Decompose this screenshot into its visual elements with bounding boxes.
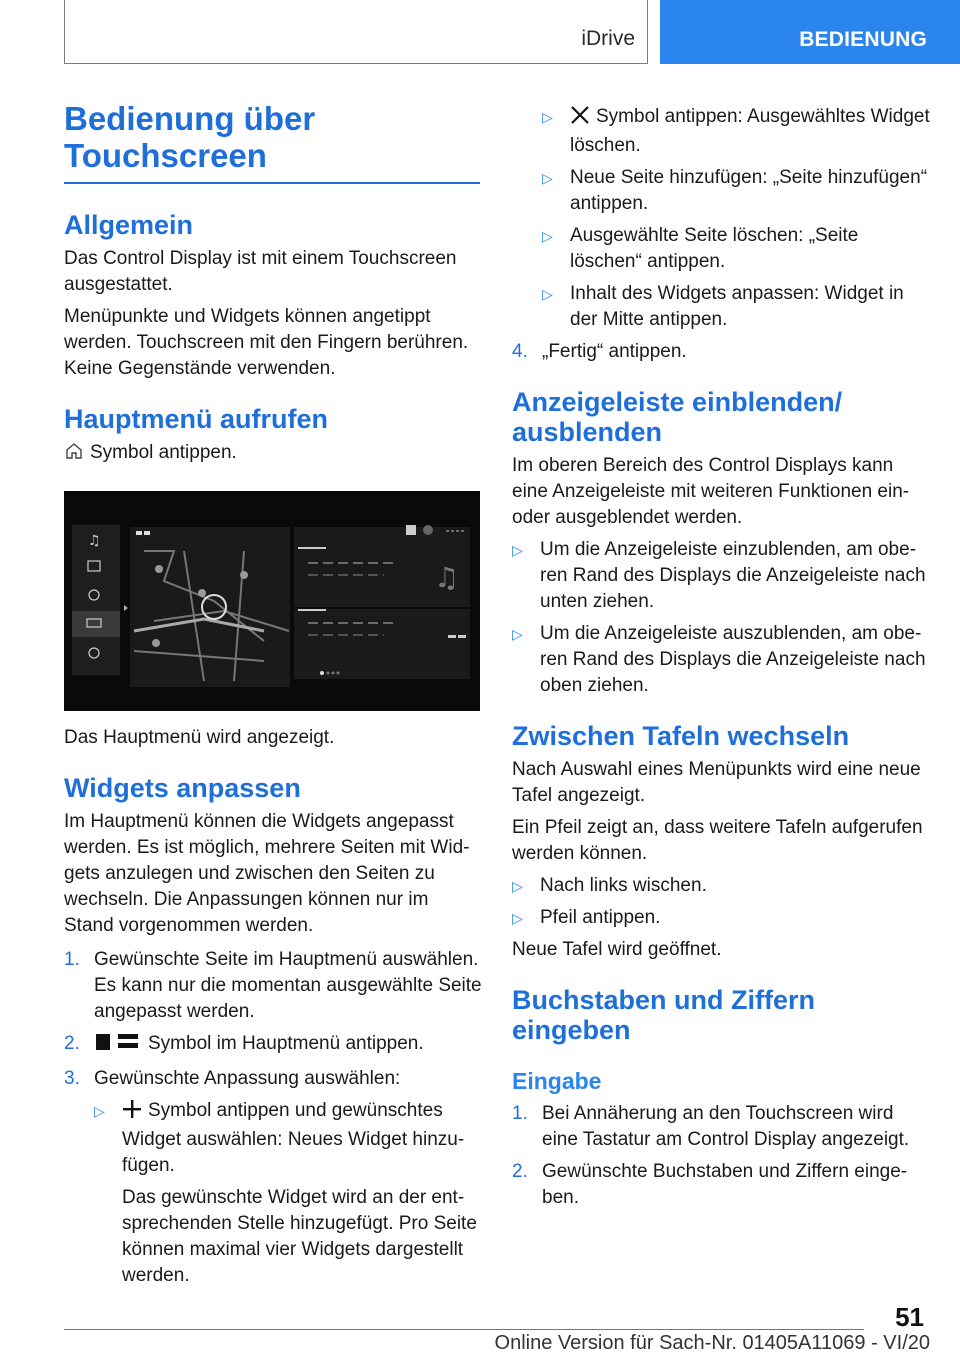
widget-edit-icon (94, 1032, 142, 1060)
triangle-bullet-icon: ▷ (94, 1103, 105, 1119)
step-2: 2. Gewünschte Buchstaben und Ziffern eingeben. (512, 1161, 908, 1208)
subheading-eingabe: Eingabe (512, 1068, 602, 1094)
heading-allgemein: Allgemein (64, 210, 194, 240)
home-icon (64, 441, 84, 469)
paragraph: Das Control Display ist mit einem Touchscreen ausgestattet. (64, 248, 457, 295)
header-chapter-tab (660, 0, 960, 64)
bullet-new-page: ▷ Neue Seite hinzufügen: „Seite hinzufügen“ antippen. (512, 165, 930, 217)
bullet-widget-content: ▷ Inhalt des Widgets anpassen: Widget in der Mitte antippen. (512, 281, 930, 333)
step-3: 3. Gewünschte Anpassung auswählen: (64, 1068, 401, 1089)
page-title: Bedienung über Touchscreen (64, 100, 316, 174)
triangle-bullet-icon: ▷ (512, 626, 523, 642)
right-column (512, 104, 930, 1211)
bullet-delete-page: ▷ Ausgewählte Seite löschen: „Seite löschen“ antippen. (512, 223, 930, 275)
triangle-bullet-icon: ▷ (542, 109, 553, 125)
step-1: 1. Gewünschte Seite im Hauptmenü auswählen. Es kann nur die momentan ausgewählte Seite angepasst werden. (64, 949, 482, 1022)
left-column (64, 100, 482, 1289)
paragraph: Nach Auswahl eines Menüpunkts wird eine neue Tafel angezeigt. (512, 759, 921, 806)
header-section-tab (64, 0, 648, 64)
triangle-bullet-icon: ▷ (542, 228, 553, 244)
heading-tafeln: Zwischen Tafeln wechseln (512, 721, 850, 751)
heading-widgets: Widgets anpassen (64, 773, 301, 803)
paragraph: Im oberen Bereich des Control Displays kann eine Anzeigeleiste mit weiteren Funktionen einoder ausgeblendet werden. (512, 455, 910, 528)
bullet-swipe: ▷ Nach links wischen. (512, 873, 930, 899)
page-number: 51 (895, 1302, 924, 1332)
bullet-add-widget: ▷ Symbol antippen und gewünschtes Widget auswählen: Neues Widget hinzufügen. (64, 1098, 482, 1179)
bullet-show-bar: ▷ Um die Anzeigeleiste einzublenden, am oberen Rand des Displays die Anzeigeleiste nach unten ziehen. (512, 537, 930, 615)
header-chapter-label: BEDIENUNG (799, 28, 927, 51)
triangle-bullet-icon: ▷ (542, 170, 553, 186)
heading-hauptmenu: Hauptmenü aufrufen (64, 404, 329, 434)
paragraph: Im Hauptmenü können die Widgets angepasst werden. Es ist möglich, mehrere Seiten mit Widgets anzulegen und zwischen den Seiten zu wechseln. Die Anpassungen können nur im Stand vorgenommen werden. (64, 811, 470, 936)
triangle-bullet-icon: ▷ (512, 542, 523, 558)
screen-caption: Das Hauptmenü wird angezeigt. (64, 727, 335, 748)
paragraph: Ein Pfeil zeigt an, dass weitere Tafeln aufgerufen werden können. (512, 817, 923, 864)
main-menu-screenshot (64, 491, 480, 711)
footer-rule (64, 1329, 864, 1330)
triangle-bullet-icon: ▷ (512, 878, 523, 894)
bullet-delete-widget: ▷ Symbol antippen: Ausgewähltes Widget löschen. (512, 104, 930, 159)
step-1: 1. Bei Annäherung an den Touchscreen wird eine Tastatur am Control Display angezeigt. (512, 1103, 910, 1150)
svg-text:♫: ♫ (88, 533, 101, 549)
header-section-label: iDrive (581, 27, 635, 50)
heading-buchstaben: Buchstaben und Ziffern eingeben (512, 985, 815, 1045)
bullet-hide-bar: ▷ Um die Anzeigeleiste auszublenden, am oberen Rand des Displays die Anzeigeleiste nach oben ziehen. (512, 621, 930, 699)
home-instruction: Symbol antippen. (64, 440, 482, 469)
triangle-bullet-icon: ▷ (512, 910, 523, 926)
title-rule (64, 182, 480, 184)
triangle-bullet-icon: ▷ (542, 286, 553, 302)
step-4: 4. „Fertig“ antippen. (512, 341, 687, 362)
paragraph: Menüpunkte und Widgets können angetippt werden. Touchscreen mit den Fingern berühren. Keine Gegenstände verwenden. (64, 306, 469, 379)
bullet-arrow: ▷ Pfeil antippen. (512, 905, 930, 931)
paragraph: Neue Tafel wird geöffnet. (512, 939, 722, 960)
step-2: 2. Symbol im Hauptmenü antippen. (64, 1031, 482, 1060)
heading-anzeigeleiste: Anzeigeleiste einblenden/ ausblenden (512, 387, 843, 447)
footer-online-version: Online Version für Sach-Nr. 01405A11069 - VI/20 (494, 1332, 930, 1354)
close-icon (570, 105, 590, 133)
svg-text:♫: ♫ (434, 561, 460, 594)
plus-icon (122, 1099, 142, 1127)
bullet-add-note: Das gewünschte Widget wird an der entsprechenden Stelle hinzugefügt. Pro Seite können maximal vier Widgets dargestellt werden. (122, 1187, 477, 1286)
